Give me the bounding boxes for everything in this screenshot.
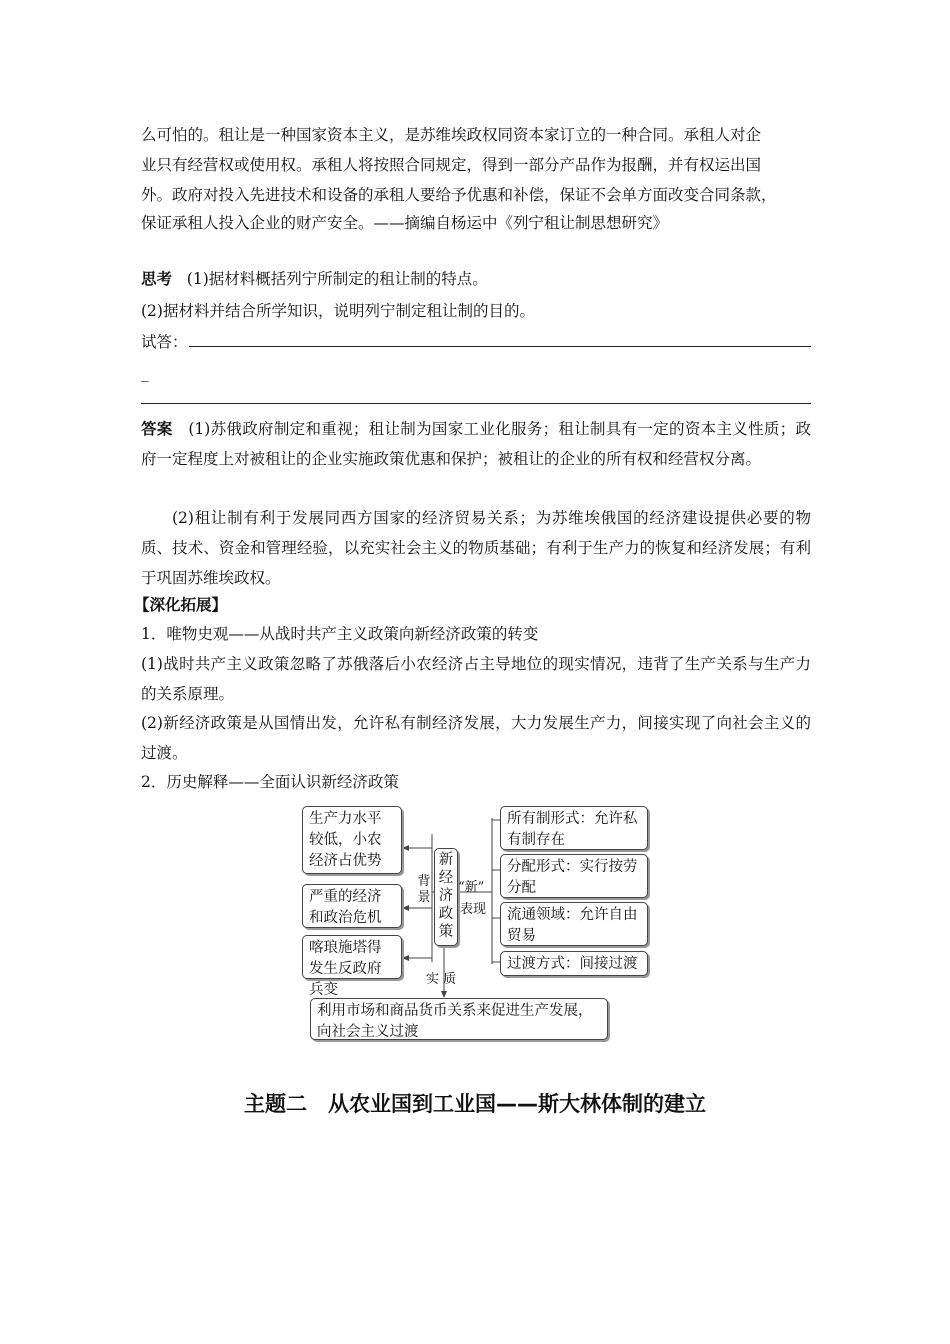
center-box-new-economic-policy: 新经济政策 bbox=[434, 848, 458, 946]
background-box-1: 生产力水平较低，小农经济占优势 bbox=[302, 806, 402, 874]
think-q1: (1)据材料概括列宁所制定的租让制的特点。 bbox=[186, 270, 488, 288]
deepen-item-1-point-1: (1)战时共产主义政策忽略了苏俄落后小农经济占主导地位的现实情况，违背了生产关系与生产力的关系原理。 bbox=[141, 655, 811, 703]
background-box-2: 严重的经济和政治危机 bbox=[302, 884, 402, 928]
quote-line-3: 外。政府对投入先进技术和设备的承租人要给予优惠和补偿，保证不会单方面改变合同条款， bbox=[141, 186, 777, 204]
answer-blank-line-1[interactable] bbox=[189, 346, 811, 347]
background-box-3: 喀琅施塔得发生反政府兵变 bbox=[302, 935, 402, 979]
topic-title: 主题二 从农业国到工业国——斯大林体制的建立 bbox=[244, 1092, 706, 1116]
answer-p1: (1)苏俄政府制定和重视；租让制为国家工业化服务；租让制具有一定的资本主义性质；政府一定程度上对被租让的企业实施政策优惠和保护；被租让的企业的所有权和经营权分离。 bbox=[141, 420, 811, 468]
feature-box-transition: 过渡方式：间接过渡 bbox=[500, 951, 648, 976]
new-label: “新” bbox=[458, 880, 485, 895]
answer-paragraph-2: (2)租让制有利于发展同西方国家的经济贸易关系；为苏维埃俄国的经济建设提供必要的物质、技术、资金和管理经验，以充实社会主义的物质基础；有利于生产力的恢复和经济发展；有利于巩固苏维埃政权。 bbox=[141, 509, 811, 587]
deepen-item-1-point-2: (2)新经济政策是从国情出发，允许私有制经济发展，大力发展生产力，间接实现了向社会主义的过渡。 bbox=[141, 714, 811, 762]
answer-blank-line-2[interactable] bbox=[141, 403, 811, 404]
stray-underscore: _ bbox=[141, 364, 149, 382]
feature-box-ownership: 所有制形式：允许私有制存在 bbox=[500, 806, 648, 850]
new-economic-policy-diagram bbox=[298, 800, 654, 1050]
think-question-2: (2)据材料并结合所学知识，说明列宁制定租让制的目的。 bbox=[141, 302, 535, 320]
deepen-item-2: 2．历史解释——全面认识新经济政策 bbox=[141, 773, 399, 791]
essence-box: 利用市场和商品货币关系来促进生产发展，向社会主义过渡 bbox=[310, 998, 608, 1040]
background-label: 背景 bbox=[417, 874, 431, 905]
answer-label: 答案 bbox=[141, 420, 173, 438]
show-label: 表现 bbox=[460, 902, 487, 917]
deepen-heading: 【深化拓展】 bbox=[134, 596, 228, 614]
feature-box-distribution: 分配形式：实行按劳分配 bbox=[500, 854, 648, 898]
quote-line-2: 业只有经营权或使用权。承租人将按照合同规定，得到一部分产品作为报酬，并有权运出国 bbox=[141, 156, 762, 174]
feature-box-circulation: 流通领域：允许自由贸易 bbox=[500, 902, 648, 946]
quote-line-1: 么可怕的。租让是一种国家资本主义，是苏维埃政权同资本家订立的一种合同。承租人对企 bbox=[141, 126, 762, 144]
try-answer-label: 试答： bbox=[141, 333, 188, 351]
essence-label: 实 质 bbox=[426, 972, 457, 987]
think-question-1 bbox=[141, 264, 811, 294]
answer-paragraph-1 bbox=[141, 414, 811, 474]
deepen-item-1: 1．唯物史观——从战时共产主义政策向新经济政策的转变 bbox=[141, 625, 539, 643]
quote-line-4: 保证承租人投入企业的财产安全。——摘编自杨运中《列宁租让制思想研究》 bbox=[141, 214, 669, 232]
think-label: 思考 bbox=[141, 270, 173, 288]
